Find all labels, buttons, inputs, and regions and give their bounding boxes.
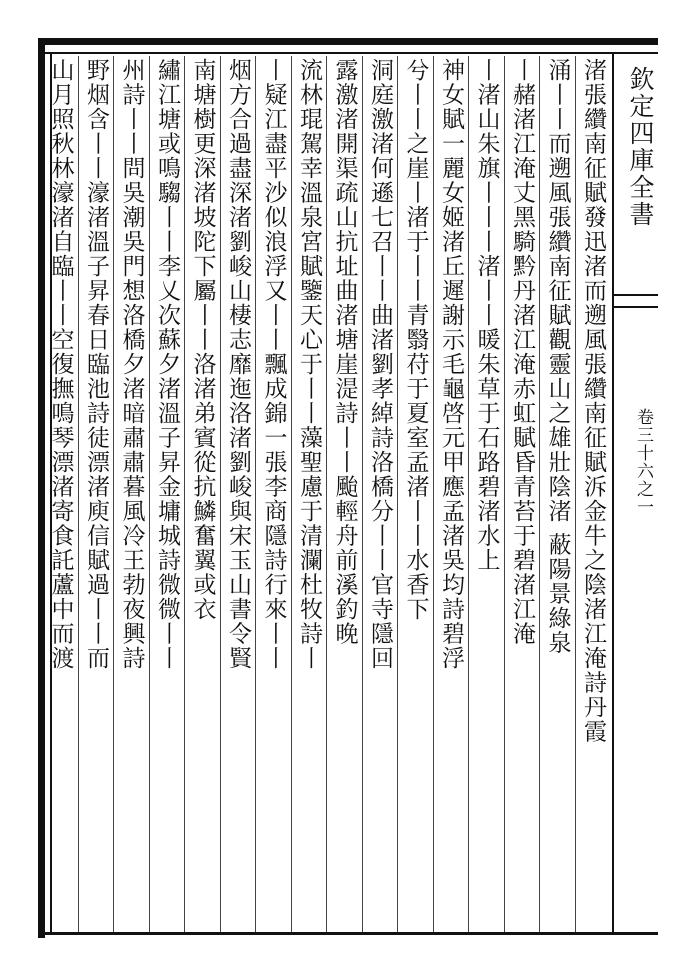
- text-line-13: 繡江塘或鳴騶丨丨李乂次蘇夕渚溫子昇金墉城詩微微丨丨: [149, 56, 185, 932]
- volume-number: 卷三十六之一: [633, 408, 653, 516]
- text-line-5: 神女賦一麗女姬渚丘遲謝示毛龜啓元甲應孟渚吳均詩碧浮: [433, 56, 469, 932]
- text-line-3: 丨赭渚江淹丈黑騎黔丹渚江淹赤虹賦昏青苔于碧渚江淹: [504, 56, 540, 932]
- text-line-6: 兮丨丨之崖丨渚于丨丨青翳苻于夏室孟渚丨丨水香下: [397, 56, 433, 932]
- text-line-12: 南塘樹更深渚坡陀下屬丨丨洛渚弟賓從抗鱗奮翼或衣: [184, 56, 220, 932]
- frame-top-border: [38, 38, 658, 45]
- text-line-1: 渚張纘南征賦發迅渚而遡風張纘南征賦泝金牛之陰渚江淹詩丹霞: [575, 56, 611, 932]
- text-line-8: 露激渚開渠疏山抗址曲渚塘崖湜詩丨丨颱輕舟前溪釣晚: [326, 56, 362, 932]
- text-line-7: 洞庭激渚何遜七召丨丨曲渚劉孝綽詩洛橋分丨丨官寺隱回: [362, 56, 398, 932]
- fishtail-rule-upper: [614, 294, 658, 296]
- text-line-16: 山月照秋林濠渚自臨丨丨空復撫鳴琴漂渚寄食託蘆中而渡: [47, 58, 74, 671]
- text-line-15: 野烟含丨丨濠渚溫子昇春日臨池詩徒漂渚庾信賦過丨丨而: [78, 56, 114, 932]
- text-line-14: 州詩丨丨問吳潮吳門想洛橋夕渚暗肅肅暮風冷王勃夜興詩: [113, 56, 149, 932]
- book-title: 欽定四庫全書: [626, 66, 655, 228]
- text-line-10: 丨疑江盡平沙似浪浮又丨丨飄成錦一張李商隱詩行來丨丨: [255, 56, 291, 932]
- vertical-text-body: [47, 56, 610, 932]
- frame-top-inner-border: [38, 52, 658, 54]
- fishtail-rule-lower: [614, 306, 658, 308]
- text-line-9: 流林琨駕幸溫泉宮賦鑒天心于丨丨藻聖慮于清瀾杜牧詩丨: [291, 56, 327, 932]
- text-line-11: 烟方合過盡深渚劉峻山棲志靡迤洛渚劉峻與宋玉山書令賢: [220, 56, 256, 932]
- frame-bottom-border: [38, 932, 658, 935]
- text-line-4: 丨渚山朱旗丨丨丨渚丨丨暖朱草于石路碧渚水上: [468, 56, 504, 932]
- text-line-2: 涌丨丨而遡風張纘南征賦觀靈山之雄壯陰渚 蔽陽景綠泉: [539, 56, 575, 932]
